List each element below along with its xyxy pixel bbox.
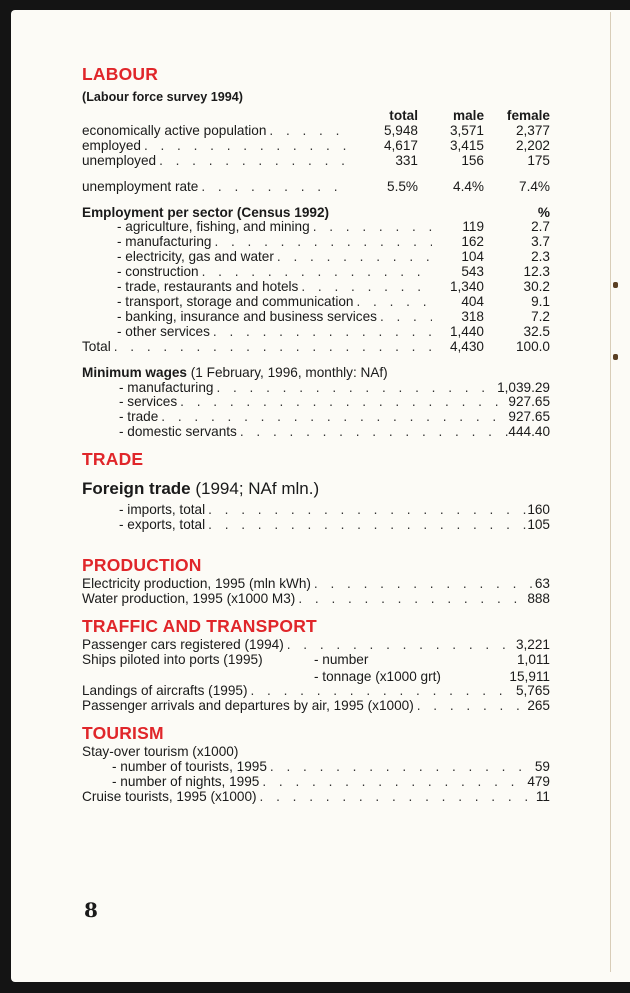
table-row	[82, 503, 550, 518]
table-row	[82, 310, 550, 325]
value-total: 5.5%	[387, 178, 418, 194]
leader-dots	[377, 310, 432, 325]
section-title-traffic: TRAFFIC AND TRANSPORT	[82, 615, 317, 636]
table-row	[82, 592, 550, 607]
row-label: - manufacturing	[119, 379, 214, 395]
value: 265	[527, 698, 550, 714]
table-row	[82, 760, 550, 775]
value-male: 156	[461, 152, 484, 168]
table-row	[82, 790, 550, 805]
table-row	[82, 265, 550, 280]
row-label: Cruise tourists, 1995 (x1000)	[82, 789, 257, 804]
section-title-production: PRODUCTION	[82, 554, 202, 575]
value: 479	[527, 774, 550, 790]
value-pct: 3.7	[531, 234, 550, 250]
section-title-trade: TRADE	[82, 449, 144, 470]
table-row	[82, 638, 550, 653]
row-label: Stay-over tourism (x1000)	[82, 744, 239, 760]
value-pct: 9.1	[531, 293, 550, 309]
row-label: Landings of aircrafts (1995)	[82, 683, 248, 699]
value-number: 318	[461, 308, 484, 324]
leader-dots	[141, 139, 350, 154]
ships-tonnage-row	[82, 670, 550, 685]
leader-dots	[213, 381, 497, 396]
value: 888	[527, 590, 550, 606]
value-pct: 100.0	[515, 338, 550, 354]
value-number: 543	[461, 264, 484, 280]
value-total: 331	[395, 152, 418, 168]
table-row	[82, 280, 550, 295]
table-row	[82, 775, 550, 790]
stayover-label-row	[82, 745, 550, 760]
labour-column-headers	[82, 109, 550, 124]
value-number: 404	[461, 293, 484, 309]
value-pct: 32.5	[523, 323, 550, 339]
value: 63	[534, 575, 550, 591]
leader-dots	[177, 395, 508, 410]
row-label: - banking, insurance and business services	[117, 308, 377, 324]
table-row	[82, 425, 550, 440]
value-pct: 12.3	[523, 264, 550, 280]
page-number: 8	[84, 898, 98, 922]
value-number: 1,340	[449, 279, 484, 295]
labour-subtitle: (Labour force survey 1994)	[82, 90, 243, 104]
table-row	[82, 395, 550, 410]
value: 15,911	[509, 668, 550, 684]
leader-dots	[247, 684, 515, 699]
leader-dots	[237, 425, 509, 440]
table-row	[82, 410, 550, 425]
leader-dots	[311, 577, 535, 592]
leader-dots	[295, 592, 527, 607]
row-label: Passenger arrivals and departures by air, 1995 (x1000)	[82, 698, 414, 714]
leader-dots	[267, 760, 535, 775]
foreign-trade-title: Foreign trade	[82, 479, 191, 499]
value-male: 3,415	[449, 137, 484, 153]
value: 160	[527, 502, 550, 518]
section-title-labour: LABOUR	[82, 64, 159, 84]
value: 5,765	[515, 683, 550, 699]
value-number: 119	[462, 219, 484, 235]
leader-dots	[310, 220, 432, 235]
row-label: Ships piloted into ports (1995)	[82, 651, 263, 667]
row-label: Total	[82, 338, 111, 354]
row-label: - imports, total	[119, 502, 206, 518]
value-male: 4.4%	[453, 178, 484, 194]
unemployment-rate-row	[82, 180, 550, 195]
table-row	[82, 699, 550, 714]
row-label: - number of tourists, 1995	[112, 759, 267, 775]
foreign-trade-heading	[82, 478, 550, 500]
value-female: 2,377	[515, 122, 550, 138]
value-female: 175	[527, 152, 550, 168]
table-row	[82, 325, 550, 340]
row-label: employed	[82, 137, 141, 153]
binding-mark	[613, 354, 618, 360]
leader-dots	[266, 124, 350, 139]
value-total: 4,617	[383, 137, 418, 153]
leader-dots	[205, 503, 527, 518]
value: 1,011	[516, 651, 550, 667]
row-label: unemployed	[82, 152, 157, 168]
leader-dots	[111, 340, 432, 355]
col-female: female	[506, 108, 550, 123]
min-wages-qualifier: (1 February, 1996, monthly: NAf)	[187, 364, 388, 380]
value: 105	[527, 517, 550, 533]
value-total: 5,948	[383, 122, 418, 138]
value: 3,221	[515, 636, 550, 652]
page-fold	[610, 12, 611, 972]
table-row	[82, 295, 550, 310]
value: 927.65	[508, 409, 550, 425]
sector-total-row	[82, 340, 550, 355]
row-label: - construction	[117, 264, 199, 280]
page-content	[82, 64, 550, 805]
sector-title: Employment per sector (Census 1992)	[82, 204, 330, 220]
value-female: 2,202	[515, 137, 550, 153]
row-label: Electricity production, 1995 (mln kWh)	[82, 575, 311, 591]
sub-label: - tonnage (x1000 grt)	[314, 668, 441, 684]
leader-dots	[198, 180, 350, 195]
row-label: Passenger cars registered (1994)	[82, 636, 284, 652]
value: 927.65	[508, 394, 550, 410]
pct-header: %	[537, 204, 550, 220]
leader-dots	[284, 638, 516, 653]
foreign-trade-qualifier: (1994; NAf mln.)	[190, 479, 320, 499]
value-male: 3,571	[449, 122, 484, 138]
row-label: - agriculture, fishing, and mining	[117, 219, 310, 235]
table-row	[82, 154, 550, 169]
sector-header	[82, 206, 550, 221]
table-row	[82, 250, 550, 265]
row-label: - domestic servants	[119, 424, 237, 440]
row-label: economically active population	[82, 122, 267, 138]
col-total: total	[389, 108, 418, 123]
value: 11	[535, 789, 550, 804]
row-label: Water production, 1995 (x1000 M3)	[82, 590, 296, 606]
min-wages-header	[82, 366, 550, 381]
value: 1,039.29	[497, 379, 550, 395]
leader-dots	[259, 775, 527, 790]
table-row	[82, 381, 550, 396]
leader-dots	[210, 325, 432, 340]
value: 59	[534, 759, 550, 775]
row-label: unemployment rate	[82, 178, 199, 194]
leader-dots	[257, 790, 536, 805]
row-label: - other services	[117, 323, 210, 339]
value-number: 1,440	[449, 323, 484, 339]
value: 444.40	[508, 424, 550, 440]
value-female: 7.4%	[519, 178, 550, 194]
sub-label: - number	[314, 651, 369, 667]
leader-dots	[205, 518, 527, 533]
table-row	[82, 235, 550, 250]
row-label: - trade, restaurants and hotels	[117, 279, 299, 295]
row-label: - number of nights, 1995	[112, 774, 260, 790]
table-row	[82, 139, 550, 154]
row-label: - trade	[119, 409, 159, 425]
value-pct: 7.2	[531, 308, 550, 324]
leader-dots	[211, 235, 432, 250]
leader-dots	[199, 265, 432, 280]
row-label: - transport, storage and communication	[117, 293, 354, 309]
leader-dots	[156, 154, 350, 169]
col-male: male	[453, 108, 484, 123]
leader-dots	[274, 250, 432, 265]
table-row	[82, 518, 550, 533]
binding-mark	[613, 282, 618, 288]
ships-row	[82, 653, 550, 668]
row-label: - electricity, gas and water	[117, 249, 274, 265]
table-row	[82, 124, 550, 139]
row-label: - services	[119, 394, 178, 410]
section-title-tourism: TOURISM	[82, 723, 164, 744]
value-number: 162	[461, 234, 484, 250]
value-number: 104	[461, 249, 484, 265]
leader-dots	[158, 410, 508, 425]
row-label: - manufacturing	[117, 234, 212, 250]
leader-dots	[414, 699, 528, 714]
table-row	[82, 577, 550, 592]
value-pct: 30.2	[523, 279, 550, 295]
value-pct: 2.7	[531, 219, 550, 235]
value-pct: 2.3	[531, 249, 550, 265]
leader-dots	[354, 295, 433, 310]
value-number: 4,430	[449, 338, 484, 354]
table-row	[82, 220, 550, 235]
table-row	[82, 684, 550, 699]
min-wages-title: Minimum wages	[82, 364, 187, 380]
leader-dots	[298, 280, 432, 295]
row-label: - exports, total	[119, 517, 206, 533]
